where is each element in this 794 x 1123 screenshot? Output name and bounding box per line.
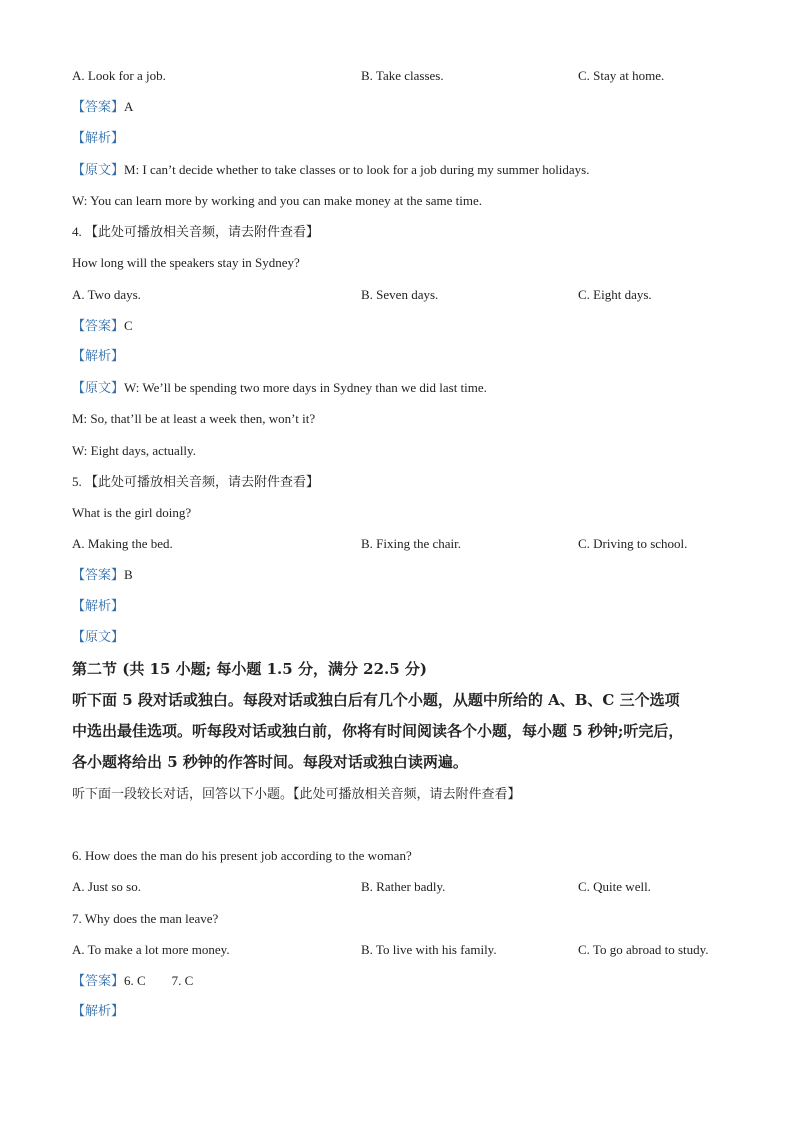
q5-answer bbox=[72, 566, 133, 585]
q4-explanation-label: 【解析】 bbox=[72, 349, 125, 364]
q3-answer bbox=[72, 98, 133, 117]
q4-options bbox=[72, 286, 652, 304]
q3-option-a: A. Look for a job. bbox=[72, 68, 166, 83]
q4-transcript-2: M: So, that’ll be at least a week then, won’t it? bbox=[72, 411, 316, 426]
q3-options bbox=[72, 67, 665, 85]
q5-options bbox=[72, 535, 688, 553]
answer-label: 【答案】 bbox=[72, 568, 125, 583]
q6-options bbox=[72, 878, 651, 896]
q4-question: How long will the speakers stay in Sydney? bbox=[72, 255, 300, 270]
q3-option-c: C. Stay at home. bbox=[578, 68, 665, 83]
section2-title: 第二节 (共 15 小题; 每小题 1.5 分，满分 22.5 分) bbox=[72, 660, 428, 678]
q5-explanation-label: 【解析】 bbox=[72, 599, 125, 614]
answer-value: B bbox=[124, 567, 133, 582]
section2-instructions-1: 听下面 5 段对话或独白。每段对话或独白后有几个小题，从题中所给的 A、B、C 三个选项 bbox=[72, 691, 680, 709]
answer-label: 【答案】 bbox=[72, 319, 125, 334]
q7-option-b: B. To live with his family. bbox=[361, 942, 497, 957]
q5-question: What is the girl doing? bbox=[72, 505, 192, 520]
q67-explanation-label: 【解析】 bbox=[72, 1004, 125, 1019]
q3-option-b: B. Take classes. bbox=[361, 68, 444, 83]
q5-heading: 5. 【此处可播放相关音频，请去附件查看】 bbox=[72, 474, 320, 489]
q7-option-c: C. To go abroad to study. bbox=[578, 942, 709, 957]
q7-question: 7. Why does the man leave? bbox=[72, 911, 219, 926]
section2-instructions-3: 各小题将给出 5 秒钟的作答时间。每段对话或独白读两遍。 bbox=[72, 753, 468, 771]
transcript-label: 【原文】 bbox=[72, 163, 125, 178]
section2-listen-note: 听下面一段较长对话，回答以下小题。【此处可播放相关音频，请去附件查看】 bbox=[72, 787, 521, 802]
q4-heading: 4. 【此处可播放相关音频，请去附件查看】 bbox=[72, 224, 320, 239]
q4-option-a: A. Two days. bbox=[72, 287, 141, 302]
q4-answer bbox=[72, 317, 133, 336]
q67-answer bbox=[72, 972, 193, 991]
answer-value: 6. C 7. C bbox=[124, 973, 194, 988]
q6-option-a: A. Just so so. bbox=[72, 879, 141, 894]
q5-option-b: B. Fixing the chair. bbox=[361, 536, 462, 551]
q3-transcript-1 bbox=[72, 161, 590, 180]
q5-option-a: A. Making the bed. bbox=[72, 536, 173, 551]
answer-value: C bbox=[124, 318, 133, 333]
q7-option-a: A. To make a lot more money. bbox=[72, 942, 230, 957]
q3-transcript-2: W: You can learn more by working and you can make money at the same time. bbox=[72, 193, 482, 208]
q5-transcript-label: 【原文】 bbox=[72, 630, 125, 645]
q6-question: 6. How does the man do his present job according to the woman? bbox=[72, 848, 412, 863]
q4-transcript-1 bbox=[72, 379, 487, 398]
answer-label: 【答案】 bbox=[72, 100, 125, 115]
q7-options bbox=[72, 941, 709, 959]
answer-value: A bbox=[124, 99, 134, 114]
q4-option-c: C. Eight days. bbox=[578, 287, 652, 302]
transcript-label: 【原文】 bbox=[72, 381, 125, 396]
q6-option-b: B. Rather badly. bbox=[361, 879, 446, 894]
transcript-text: W: We’ll be spending two more days in Sydney than we did last time. bbox=[124, 380, 487, 395]
transcript-text: M: I can’t decide whether to take classes or to look for a job during my summer holidays. bbox=[124, 162, 590, 177]
q5-option-c: C. Driving to school. bbox=[578, 536, 688, 551]
q6-option-c: C. Quite well. bbox=[578, 879, 651, 894]
answer-label: 【答案】 bbox=[72, 974, 125, 989]
q4-transcript-3: W: Eight days, actually. bbox=[72, 443, 196, 458]
q4-option-b: B. Seven days. bbox=[361, 287, 439, 302]
q3-explanation-label: 【解析】 bbox=[72, 131, 125, 146]
section2-instructions-2: 中选出最佳选项。听每段对话或独白前，你将有时间阅读各个小题，每小题 5 秒钟;听完后， bbox=[72, 722, 684, 740]
